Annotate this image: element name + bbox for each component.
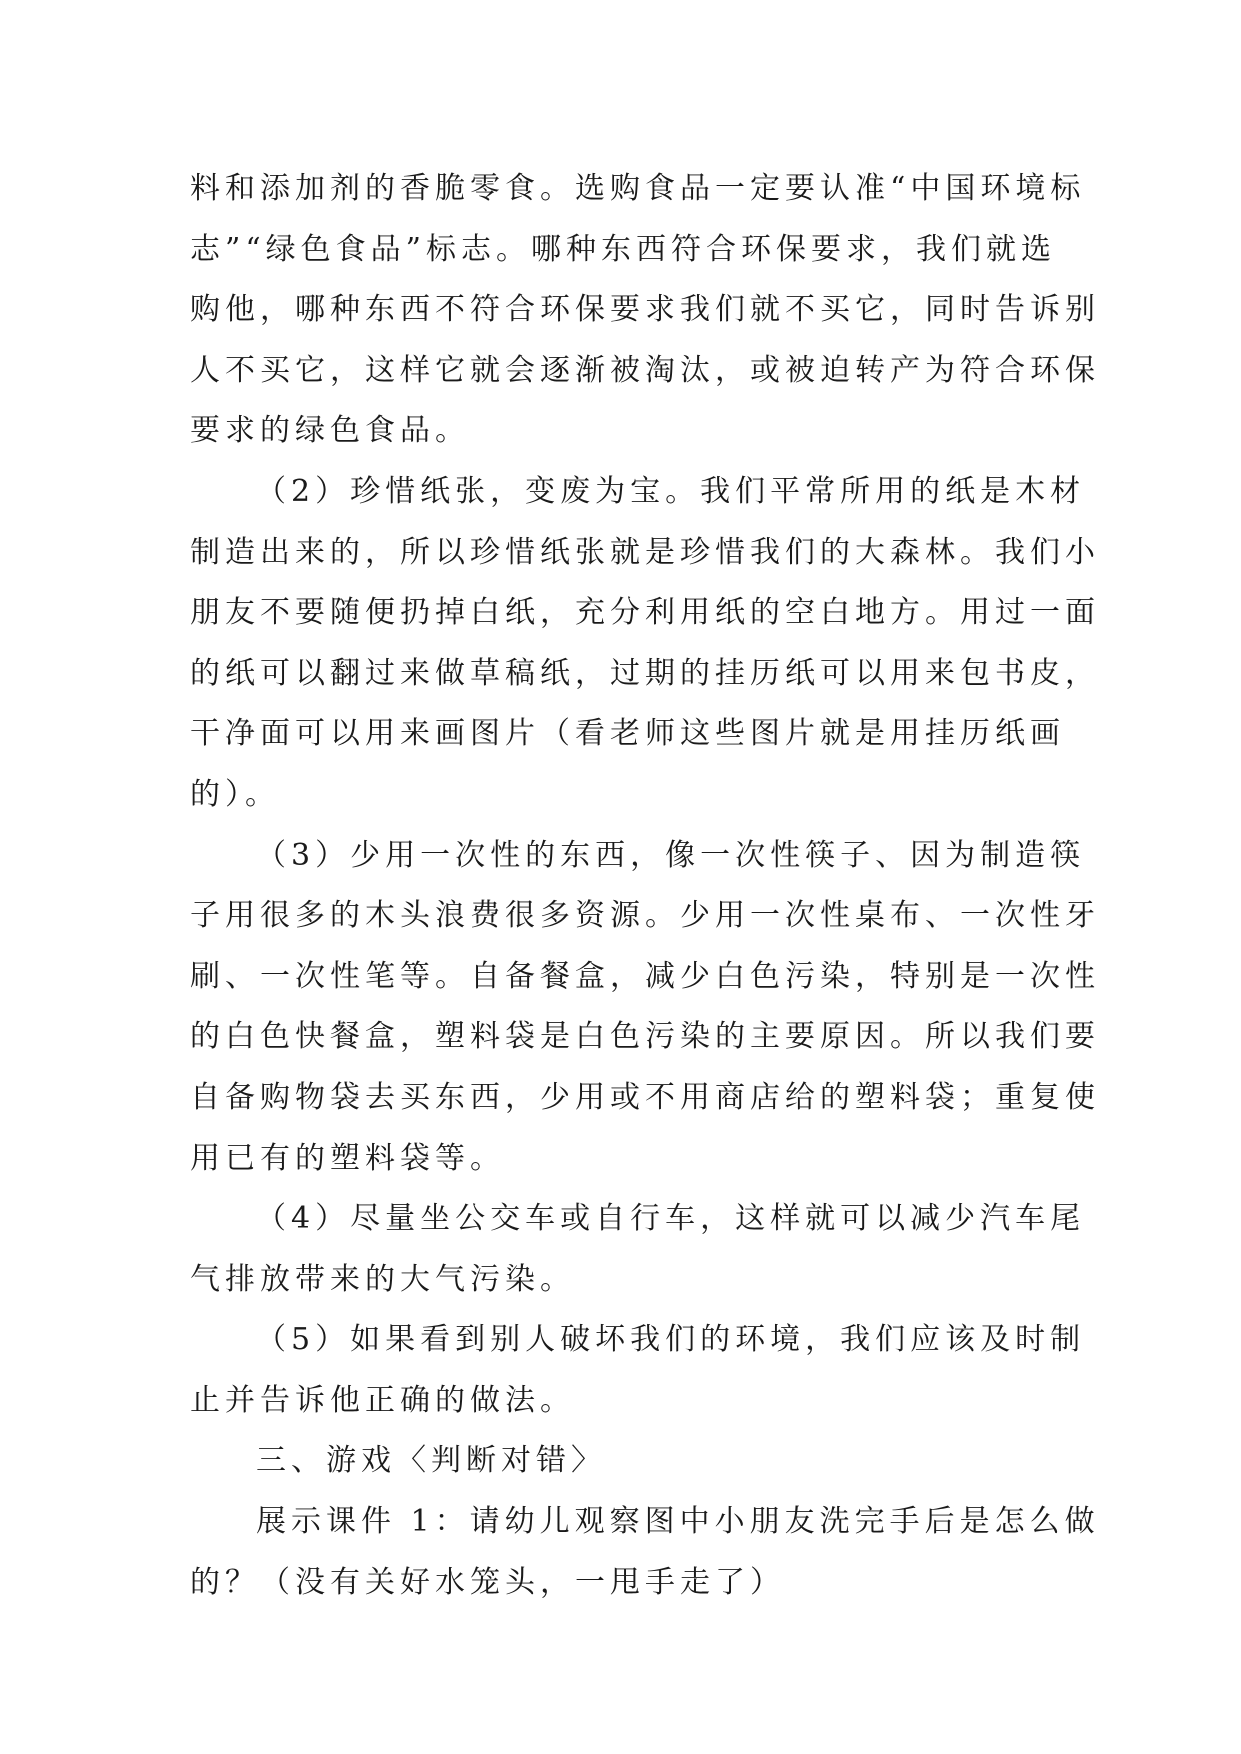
text-line: 子用很多的木头浪费很多资源。少用一次性桌布、一次性牙 <box>190 898 1100 934</box>
text-line: 的？（没有关好水笼头，一甩手走了） <box>190 1564 785 1600</box>
text-line: 干净面可以用来画图片（看老师这些图片就是用挂历纸画 <box>190 716 1065 752</box>
paragraph-start-line: （5）如果看到别人破坏我们的环境，我们应该及时制 <box>256 1322 1086 1358</box>
document-body <box>190 159 1100 1613</box>
text-line: 自备购物袋去买东西，少用或不用商店给的塑料袋；重复使 <box>190 1079 1100 1115</box>
text-line: 料和添加剂的香脆零食。选购食品一定要认准“中国环境标 <box>190 171 1086 206</box>
text-line: 刷、一次性笔等。自备餐盒，减少白色污染，特别是一次性 <box>190 958 1100 994</box>
section-heading: 三、游戏〈判断对错〉 <box>256 1443 606 1479</box>
text-line: 的纸可以翻过来做草稿纸，过期的挂历纸可以用来包书皮， <box>190 655 1100 691</box>
text-line: 人不买它，这样它就会逐渐被淘汰，或被迫转产为符合环保 <box>190 352 1100 388</box>
text-line: 的白色快餐盒，塑料袋是白色污染的主要原因。所以我们要 <box>190 1019 1100 1055</box>
paragraph-start-line: （2）珍惜纸张，变废为宝。我们平常所用的纸是木材 <box>256 473 1086 509</box>
text-line: 要求的绿色食品。 <box>190 413 470 449</box>
text-line: 止并告诉他正确的做法。 <box>190 1382 575 1418</box>
text-line: 志”“绿色食品”标志。哪种东西符合环保要求，我们就选 <box>190 231 1057 267</box>
paragraph-start-line: 展示课件 1：请幼儿观察图中小朋友洗完手后是怎么做 <box>256 1504 1100 1540</box>
text-line: 的）。 <box>190 776 280 812</box>
text-line: 气排放带来的大气污染。 <box>190 1261 575 1297</box>
text-line: 朋友不要随便扔掉白纸，充分利用纸的空白地方。用过一面 <box>190 595 1100 631</box>
text-line: 购他，哪种东西不符合环保要求我们就不买它，同时告诉别 <box>190 292 1100 328</box>
text-line: 用已有的塑料袋等。 <box>190 1140 505 1176</box>
paragraph-start-line: （3）少用一次性的东西，像一次性筷子、因为制造筷 <box>256 837 1086 873</box>
text-line: 制造出来的，所以珍惜纸张就是珍惜我们的大森林。我们小 <box>190 534 1100 570</box>
paragraph-start-line: （4）尽量坐公交车或自行车，这样就可以减少汽车尾 <box>256 1201 1086 1237</box>
